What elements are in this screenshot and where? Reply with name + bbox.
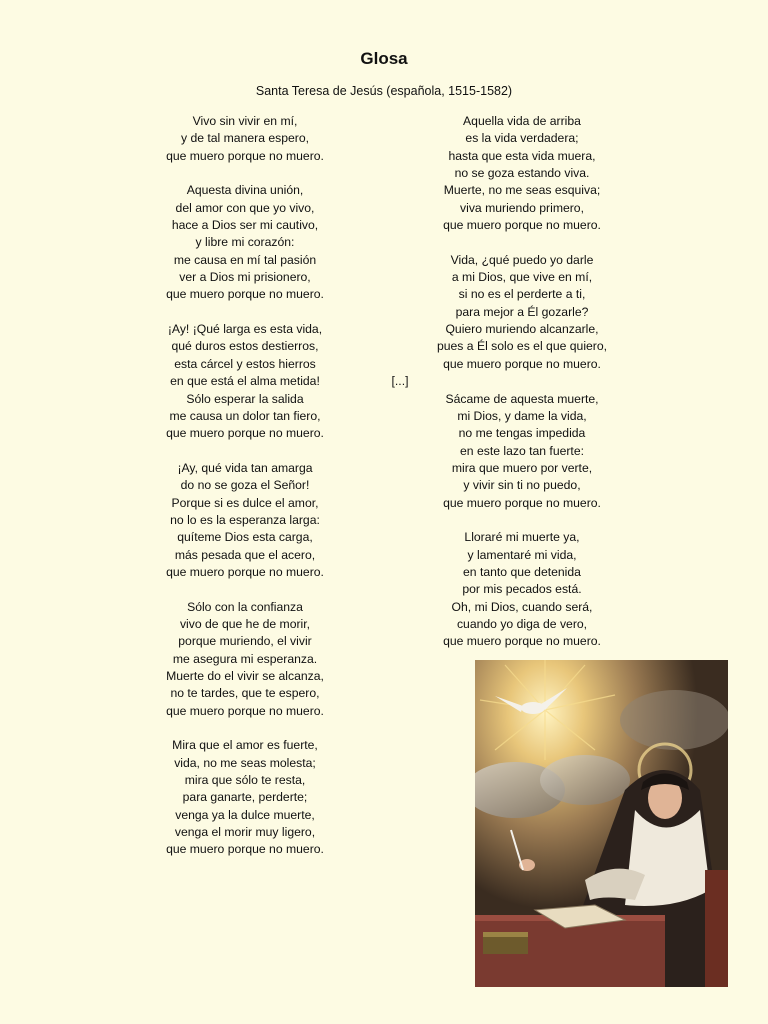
- verse-line: esta cárcel y estos hierros: [174, 356, 316, 371]
- verse-line: que muero porque no muero.: [443, 218, 601, 233]
- verse-line: en tanto que detenida: [463, 564, 581, 579]
- verse-line: venga el morir muy ligero,: [174, 825, 316, 840]
- verse-line: do no se goza el Señor!: [180, 478, 310, 493]
- verse-line: por mis pecados está.: [462, 582, 582, 597]
- verse-line: del amor con que yo vivo,: [175, 200, 315, 215]
- verse-line: que muero porque no muero.: [166, 842, 324, 857]
- verse-line: y de tal manera espero,: [180, 131, 310, 146]
- verse-line: Aquesta divina unión,: [186, 183, 304, 198]
- verse-line: más pesada que el acero,: [174, 547, 316, 562]
- verse-line: Sólo con la confianza: [187, 599, 303, 614]
- verse-line: qué duros estos destierros,: [171, 339, 319, 354]
- right-stanza: [407, 252, 637, 373]
- left-stanza: [130, 182, 360, 303]
- verse-line: quíteme Dios esta carga,: [177, 530, 313, 545]
- right-poem-column: [407, 113, 637, 668]
- left-stanza: [130, 460, 360, 581]
- right-stanza: [407, 113, 637, 234]
- verse-line: que muero porque no muero.: [166, 148, 324, 163]
- verse-line: Porque si es dulce el amor,: [171, 495, 319, 510]
- verse-line: Lloraré mi muerte ya,: [464, 530, 580, 545]
- verse-line: que muero porque no muero.: [166, 287, 324, 302]
- verse-line: cuando yo diga de vero,: [456, 616, 588, 631]
- verse-line: es la vida verdadera;: [465, 131, 579, 146]
- verse-line: Muerte do el vivir se alcanza,: [166, 669, 324, 683]
- verse-line: Oh, mi Dios, cuando será,: [451, 599, 593, 614]
- verse-line: me asegura mi esperanza.: [172, 651, 318, 666]
- verse-line: Sácame de aquesta muerte,: [445, 391, 599, 406]
- verse-line: me causa en mí tal pasión: [173, 252, 317, 267]
- verse-line: Quiero muriendo alcanzarle,: [445, 322, 599, 337]
- verse-line: porque muriendo, el vivir: [178, 634, 312, 649]
- verse-line: no se goza estando viva.: [454, 166, 590, 181]
- right-stanza: [407, 391, 637, 512]
- verse-line: mi Dios, y dame la vida,: [457, 408, 587, 423]
- verse-line: hace a Dios ser mi cautivo,: [171, 218, 319, 233]
- verse-line: para ganarte, perderte;: [182, 790, 308, 805]
- verse-line: y libre mi corazón:: [195, 235, 295, 250]
- verse-line: hasta que esta vida muera,: [448, 148, 596, 163]
- left-stanza: [130, 321, 360, 442]
- verse-line: no lo es la esperanza larga:: [170, 512, 320, 527]
- poem-subtitle: Santa Teresa de Jesús (española, 1515-1582): [255, 84, 513, 98]
- verse-line: y lamentaré mi vida,: [467, 547, 577, 562]
- left-poem-column: [130, 113, 360, 876]
- verse-line: que muero porque no muero.: [166, 426, 324, 441]
- verse-line: ¡Ay! ¡Qué larga es esta vida,: [167, 322, 323, 337]
- verse-line: que muero porque no muero.: [166, 564, 324, 579]
- verse-line: no me tengas impedida: [458, 426, 586, 441]
- poem-title: Glosa: [360, 49, 408, 68]
- left-stanza: [130, 599, 360, 720]
- verse-line: vida, no me seas molesta;: [174, 755, 316, 770]
- verse-line: que muero porque no muero.: [443, 495, 601, 510]
- verse-line: mira que sólo te resta,: [184, 773, 306, 788]
- verse-line: Sólo esperar la salida: [186, 391, 304, 406]
- verse-line: Aquella vida de arriba: [463, 114, 581, 128]
- verse-line: en que está el alma metida!: [170, 374, 320, 389]
- verse-line: que muero porque no muero.: [443, 356, 601, 371]
- verse-line: si no es el perderte a ti,: [458, 287, 586, 302]
- verse-line: a mi Dios, que vive en mí,: [451, 270, 593, 285]
- verse-line: me causa un dolor tan fiero,: [169, 408, 321, 423]
- left-stanza: [130, 113, 360, 165]
- verse-line: Vivo sin vivir en mí,: [192, 114, 298, 128]
- left-stanza: [130, 737, 360, 858]
- right-stanza: [407, 529, 637, 650]
- verse-line: que muero porque no muero.: [166, 703, 324, 718]
- verse-line: venga ya la dulce muerte,: [175, 807, 315, 822]
- verse-line: Muerte, no me seas esquiva;: [443, 183, 601, 198]
- omission-ellipsis: [...]: [391, 374, 409, 388]
- verse-line: ver a Dios mi prisionero,: [179, 270, 311, 285]
- verse-line: mira que muero por verte,: [451, 460, 593, 475]
- verse-line: en este lazo tan fuerte:: [460, 443, 584, 458]
- verse-line: vivo de que he de morir,: [179, 616, 311, 631]
- verse-line: viva muriendo primero,: [460, 200, 584, 215]
- verse-line: ¡Ay, qué vida tan amarga: [177, 460, 313, 475]
- verse-line: para mejor a Él gozarle?: [455, 304, 589, 319]
- verse-line: Mira que el amor es fuerte,: [172, 738, 318, 753]
- verse-line: pues a Él solo es el que quiero,: [436, 339, 608, 354]
- verse-line: Vida, ¿qué puedo yo darle: [450, 252, 594, 267]
- verse-line: y vivir sin ti no puedo,: [463, 478, 581, 493]
- saint-teresa-painting: [475, 660, 728, 987]
- verse-line: no te tardes, que te espero,: [170, 686, 320, 701]
- verse-line: que muero porque no muero.: [443, 634, 601, 649]
